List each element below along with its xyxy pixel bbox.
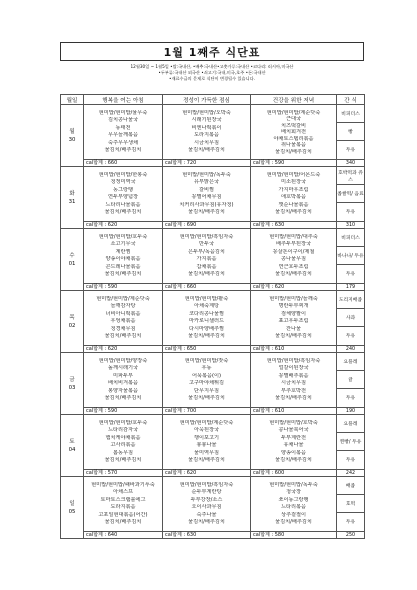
dinner-item: 취나물볶음 — [280, 142, 307, 148]
snack-item: 빵 — [337, 123, 364, 141]
lunch-item: 유부맑은국 — [193, 179, 220, 186]
dinner-item: 시금치무침 — [280, 380, 307, 387]
lunch-item: 마카로니샐러드 — [188, 318, 225, 325]
day-date: 01 — [68, 260, 76, 267]
breakfast-calorie-total: cal합계 : 570 — [84, 469, 162, 477]
lunch-item: 단무지무침 — [193, 387, 220, 394]
breakfast-item: 물김치/배추김치 — [104, 209, 142, 216]
lunch-item: 현미밥/현미밥/흑임자죽 — [179, 234, 234, 241]
lunch-item: 가지볶음 — [196, 256, 217, 263]
lunch-item: 물김치/배추김치 — [188, 457, 225, 464]
lunch-item: 물김치/배추김치 — [188, 519, 225, 526]
day-cell — [61, 477, 84, 539]
breakfast-item: 현미밥/현미밥/쌔바과기푸죽 — [91, 482, 155, 489]
dinner-calorie-total: cal합계 : 580 — [251, 531, 336, 539]
dinner-item: 꽁멸배추볶음 — [278, 372, 309, 379]
dinner-item: 쏘이동그랑땡 — [278, 496, 309, 503]
day-row — [61, 229, 365, 291]
lunch-cell — [163, 353, 251, 415]
lunch-item: 치커리사과무침(유자청) — [179, 201, 234, 208]
dinner-item: 물김치/배추김치 — [275, 395, 312, 402]
breakfast-calorie-total: cal합계 : 590 — [84, 283, 162, 291]
lunch-item: 물김치/배추김치 — [188, 333, 225, 340]
breakfast-item: 곤드레나물볶음 — [105, 263, 141, 270]
breakfast-item: 양송이야채볶음 — [105, 256, 141, 263]
breakfast-item: 물김치/배추김치 — [104, 271, 142, 278]
breakfast-item: 청경채무침 — [110, 325, 136, 332]
snack-item: 비피더스 — [337, 229, 364, 247]
breakfast-item: 너비아니떡볶음 — [105, 310, 141, 317]
header-row — [61, 95, 365, 105]
snack-cell — [337, 415, 365, 477]
day-of-week: 월 — [69, 128, 75, 135]
header-lunch: 정성이 가득한 점심 — [163, 95, 251, 105]
breakfast-item: 도라지볶음 — [110, 504, 136, 511]
day-row — [61, 415, 365, 477]
dinner-item: 현미밥/현미밥/녹두죽 — [269, 482, 318, 489]
breakfast-item: 토마토스크램블에그 — [100, 496, 146, 503]
snack-item: 요플레 — [337, 353, 364, 371]
snack-cell — [337, 291, 365, 353]
dinner-item: 현미밥/현미밥/호박죽 — [269, 420, 318, 427]
lunch-calorie-total: cal합계 : 630 — [163, 531, 250, 539]
breakfast-item: 숙주무우생채 — [107, 139, 139, 146]
dinner-item: 양송이볶음 — [280, 449, 307, 456]
breakfast-item: 봄동무침 — [112, 449, 134, 456]
header-dinner: 건강을 위한 저녁 — [251, 95, 337, 105]
day-of-week: 수 — [69, 252, 75, 259]
lunch-item: 아욱된장국 — [193, 427, 220, 434]
day-row — [61, 291, 365, 353]
page-title: 1월 1째주 식단표 — [60, 42, 364, 61]
snack-calorie: 242 — [337, 469, 364, 477]
breakfast-item: 현미밥/현미밥/계순닷죽 — [96, 296, 150, 303]
dinner-item: 물김치/배추김치 — [275, 333, 312, 340]
breakfast-cell — [84, 353, 163, 415]
breakfast-item: 봉양자물볶음 — [107, 387, 139, 394]
dinner-item: 배치회겨전 — [280, 129, 307, 135]
lunch-item: 물김치/배추김치 — [188, 271, 225, 278]
origin-notes — [60, 64, 364, 94]
day-date: 03 — [68, 384, 76, 391]
dinner-cell — [251, 105, 337, 167]
lunch-item: 숙주나물 — [196, 511, 217, 518]
day-date: 02 — [68, 322, 76, 329]
breakfast-calorie-total: cal합계 : 620 — [84, 345, 162, 353]
lunch-item: 고구마야채튀김 — [188, 380, 225, 387]
lunch-item: 순두부계란탕 — [191, 489, 222, 496]
day-row — [61, 353, 365, 415]
dinner-item: 두부계란전 — [280, 434, 307, 441]
breakfast-item: 미파두부 — [112, 372, 134, 379]
breakfast-item: 고포일현대볶음(어간) — [98, 511, 148, 518]
snack-item: 두유 — [345, 396, 356, 402]
header-snack: 간 식 — [337, 95, 365, 105]
lunch-calorie-total: cal합계 : 660 — [163, 283, 250, 291]
lunch-item: 만두국 — [198, 241, 215, 248]
snack-calorie: 240 — [337, 345, 364, 353]
dinner-item: 콩나물북어국 — [278, 427, 309, 434]
breakfast-item: 물김치/배추김치 — [104, 519, 142, 526]
lunch-item: 비엔나떡볶이 — [191, 124, 222, 131]
dinner-item: 검체양팔이 — [280, 310, 307, 317]
day-of-week: 토 — [69, 438, 75, 445]
day-cell — [61, 353, 84, 415]
snack-item: 좁쌀떡/ 음료 — [337, 185, 364, 203]
lunch-item: 현미밥/현미밥/녹두죽 — [182, 172, 231, 179]
dinner-item: 연근호두조림 — [278, 263, 309, 270]
dinner-cell — [251, 477, 337, 539]
day-row — [61, 477, 365, 539]
dinner-item: 현미밥/현미밥/흑임자죽 — [266, 358, 321, 365]
snack-item: 호떡 — [337, 495, 364, 513]
snack-item: 비피더스 — [337, 105, 364, 123]
dinner-item: 현미밥/현미밥/어몬드죽 — [266, 172, 321, 179]
day-date: 05 — [68, 508, 76, 515]
dinner-item: 근대국 — [285, 116, 302, 122]
note-line: 12월30일 ~ 1월5일 •쌀:국내산, •배추:국내산•고춧가루:국내산 •코다리: 러시아,미국산 — [130, 64, 294, 69]
dinner-calorie-total: cal합계 : 590 — [251, 159, 336, 167]
dinner-item: 현미밥/현미밥/들깨죽 — [269, 296, 318, 303]
lunch-cell — [163, 167, 251, 229]
day-row — [61, 167, 365, 229]
menu-sheet — [60, 42, 364, 539]
dinner-item: 얼갈이된장국 — [278, 365, 309, 372]
snack-calorie: 310 — [337, 221, 364, 229]
breakfast-item: 느타리감자국 — [107, 427, 139, 434]
dinner-item: 애호박볶음 — [280, 194, 307, 201]
dinner-calorie-total: cal합계 : 620 — [251, 283, 336, 291]
lunch-item: 꽁멸어채무침 — [191, 194, 222, 201]
breakfast-cell — [84, 105, 163, 167]
day-of-week: 화 — [69, 190, 75, 197]
lunch-item: 두부강장/소스 — [190, 496, 223, 503]
breakfast-item: 현미밥/현미밥/양장죽 — [98, 358, 148, 365]
dinner-item: 야채토스템리볶음 — [273, 135, 314, 142]
header-breakfast: 행복을 여는 아침 — [84, 95, 163, 105]
lunch-calorie-total: cal합계 : 720 — [163, 159, 250, 167]
snack-item: 두유 — [345, 210, 356, 216]
breakfast-item: 느타리나물볶음 — [105, 201, 141, 208]
breakfast-item: 계란찜 — [115, 248, 131, 255]
dinner-item: 부추호박전 — [280, 387, 307, 394]
snack-item: 두유 — [345, 272, 356, 278]
lunch-item: 우동 — [201, 365, 212, 372]
lunch-calorie-total: cal합계 : 650 — [163, 345, 250, 353]
dinner-item: 배추두부된장국 — [275, 241, 312, 248]
lunch-item: 어묵볶음(이) — [191, 372, 222, 379]
breakfast-item: 물김치/배추김치 — [104, 333, 142, 340]
snack-item: 배즙 — [337, 477, 364, 495]
lunch-cell — [163, 105, 251, 167]
dinner-item: 물김치/배추김치 — [275, 457, 312, 464]
breakfast-item: 아채스프 — [112, 489, 134, 496]
dinner-calorie-total: cal합계 : 610 — [251, 345, 336, 353]
dinner-cell — [251, 291, 337, 353]
lunch-cell — [163, 477, 251, 539]
breakfast-item: 햄치케야채볶음 — [105, 434, 141, 441]
lunch-item: 현미밥/현미밥/팥죽 — [184, 296, 229, 303]
breakfast-item: 들깨감자탕 — [110, 303, 136, 310]
lunch-item: 도라지볶음 — [193, 132, 220, 139]
breakfast-item: 현미밥/현미밥/호두죽 — [98, 420, 148, 427]
lunch-calorie-total: cal합계 : 700 — [163, 407, 250, 415]
breakfast-calorie-total: cal합계 : 590 — [84, 407, 162, 415]
dinner-item: 현미밥/현미밥/대추죽 — [269, 234, 318, 241]
lunch-item: 은두부/녹음김치 — [188, 248, 225, 255]
lunch-item: 아채죽계탕 — [193, 303, 220, 310]
lunch-item: 물김치/배추김치 — [188, 147, 225, 154]
snack-calorie: 250 — [337, 531, 364, 539]
lunch-item: 물김치/배추김치 — [188, 395, 225, 402]
breakfast-item: 고사리볶음 — [110, 442, 136, 449]
dinner-item: 상추겉절이 — [280, 511, 307, 518]
lunch-item: 오이사과무침 — [191, 504, 222, 511]
breakfast-item: 우엉채볶음 — [110, 318, 136, 325]
breakfast-cell — [84, 167, 163, 229]
lunch-calorie-total: cal합계 : 690 — [163, 221, 250, 229]
lunch-item: 현미밥/현미밥/오박죽 — [182, 110, 231, 117]
note-line: •재료수급의 문제로 식단이 변경될수 있습니다. — [169, 76, 255, 82]
breakfast-item: 청정미역국 — [110, 179, 136, 186]
dinner-calorie-total: cal합계 : 600 — [251, 469, 336, 477]
dinner-cell — [251, 353, 337, 415]
lunch-item: 시래기된장국 — [191, 117, 222, 124]
day-cell — [61, 291, 84, 353]
breakfast-item: 물김치/배추김치 — [104, 395, 142, 402]
dinner-item: 콩나물무침 — [280, 256, 307, 263]
breakfast-calorie-total: cal합계 : 640 — [84, 531, 162, 539]
breakfast-item: 김치콩나물국 — [107, 117, 139, 124]
snack-item: 요플레 — [337, 415, 364, 433]
lunch-item: 물김치/배추김치 — [188, 209, 225, 216]
breakfast-item: 배치비겨볶음 — [107, 380, 139, 387]
breakfast-item: 현미밥/현미밥/한봉죽 — [98, 172, 148, 179]
lunch-calorie-total: cal합계 : 620 — [163, 469, 250, 477]
dinner-item: 물김치/배추김치 — [275, 209, 312, 216]
day-date: 04 — [68, 446, 76, 453]
snack-item: 두유 — [345, 334, 356, 340]
lunch-item: 물미역무침 — [193, 449, 220, 456]
dinner-item: 치즈떡갈비 — [280, 122, 307, 129]
dinner-item: 느타리볶음 — [280, 504, 307, 511]
snack-calorie: 190 — [337, 407, 364, 415]
dinner-cell — [251, 167, 337, 229]
dinner-calorie-total: cal합계 : 610 — [251, 407, 336, 415]
menu-table — [60, 94, 365, 539]
breakfast-item: 소고기무국 — [110, 241, 136, 248]
breakfast-item: 물김치/배추김치 — [104, 147, 142, 154]
day-row — [61, 105, 365, 167]
day-cell — [61, 105, 84, 167]
snack-item: 두유 — [345, 148, 356, 154]
dinner-item: 표고우두조림 — [278, 318, 309, 325]
dinner-cell — [251, 415, 337, 477]
snack-cell — [337, 229, 365, 291]
breakfast-cell — [84, 415, 163, 477]
snack-item: 귤 — [337, 371, 364, 389]
snack-cell — [337, 353, 365, 415]
snack-cell — [337, 167, 365, 229]
day-of-week: 금 — [69, 376, 75, 383]
breakfast-item: 현미밥/현미밥/율무죽 — [98, 110, 148, 117]
snack-item: 사과 — [337, 309, 364, 327]
lunch-cell — [163, 415, 251, 477]
header-date: 월일 — [61, 95, 84, 105]
lunch-item: 코다리콩나물찜 — [188, 310, 225, 317]
lunch-cell — [163, 291, 251, 353]
lunch-item: 갑채볶음 — [196, 263, 217, 270]
dinner-item: 명란두부찌개 — [278, 303, 309, 310]
breakfast-item: 물김치/배추김치 — [104, 457, 142, 464]
snack-cell — [337, 477, 365, 539]
lunch-item: 봉봉나물 — [196, 442, 217, 449]
lunch-item: 갈비찜 — [198, 186, 215, 193]
dinner-item: 청국장 — [285, 489, 302, 496]
breakfast-calorie-total: cal합계 : 660 — [84, 159, 162, 167]
snack-item: 도리지배즙 — [337, 291, 364, 309]
day-of-week: 목 — [69, 314, 75, 321]
day-cell — [61, 229, 84, 291]
dinner-item: 미소된장국 — [280, 179, 307, 186]
snack-cell — [337, 105, 365, 167]
note-line: •두부류:국내산 외국산 •쇠고기:국내,미국,호주 •돈:국내산 — [158, 70, 266, 76]
breakfast-item: 동그랑땡 — [112, 186, 134, 193]
snack-item: 두유 — [345, 520, 356, 526]
breakfast-item: 동태전 — [115, 124, 131, 131]
snack-item: 바나나/ 두유 — [337, 247, 364, 265]
dinner-item: 가지마우조림 — [278, 186, 309, 193]
dinner-item: 현미밥/현미밥/계순닷죽 — [266, 109, 321, 116]
breakfast-item: 돌깨시래기국 — [107, 365, 139, 372]
day-date: 30 — [68, 136, 76, 143]
day-date: 31 — [68, 198, 76, 205]
breakfast-cell — [84, 229, 163, 291]
dinner-item: 잔나물 — [285, 325, 302, 332]
snack-calorie: 179 — [337, 283, 364, 291]
dinner-item: 물김치/배추김치 — [275, 271, 312, 278]
breakfast-item: 연두부양념장 — [107, 194, 139, 201]
dinner-item: 유채나물 — [283, 442, 304, 449]
dinner-item: 물김치/배추김치 — [275, 519, 312, 526]
lunch-item: 현미밥/현미밥/계순닷죽 — [179, 420, 234, 427]
breakfast-cell — [84, 291, 163, 353]
day-cell — [61, 415, 84, 477]
day-cell — [61, 167, 84, 229]
lunch-item: 현미밥/현미밥/잣죽 — [184, 358, 229, 365]
snack-item: 두유 — [345, 458, 356, 464]
lunch-item: 현미밥/현미밥/흑임자죽 — [179, 482, 234, 489]
lunch-item: 시금치무침 — [193, 139, 220, 146]
breakfast-cell — [84, 477, 163, 539]
snack-item: 찐빵/ 두유 — [337, 433, 364, 451]
dinner-item: 깻순나물볶음 — [278, 201, 309, 208]
day-of-week: 일 — [69, 500, 75, 507]
dinner-item: 물김치/배추김치 — [275, 148, 312, 155]
breakfast-calorie-total: cal합계 : 620 — [84, 221, 162, 229]
lunch-item: 다시마양배추찜 — [188, 325, 225, 332]
breakfast-item: 현미밥/현미밥/호두죽 — [98, 234, 148, 241]
lunch-item: 행이포고기 — [193, 434, 220, 441]
snack-item: 호박떡과 쥬스 — [337, 167, 364, 185]
dinner-item: 꽁살돈이구이/제철 — [272, 248, 315, 255]
breakfast-item: 무우들깨볶음 — [107, 132, 139, 139]
snack-calorie: 340 — [337, 159, 364, 167]
lunch-cell — [163, 229, 251, 291]
dinner-calorie-total: cal합계 : 630 — [251, 221, 336, 229]
dinner-cell — [251, 229, 337, 291]
